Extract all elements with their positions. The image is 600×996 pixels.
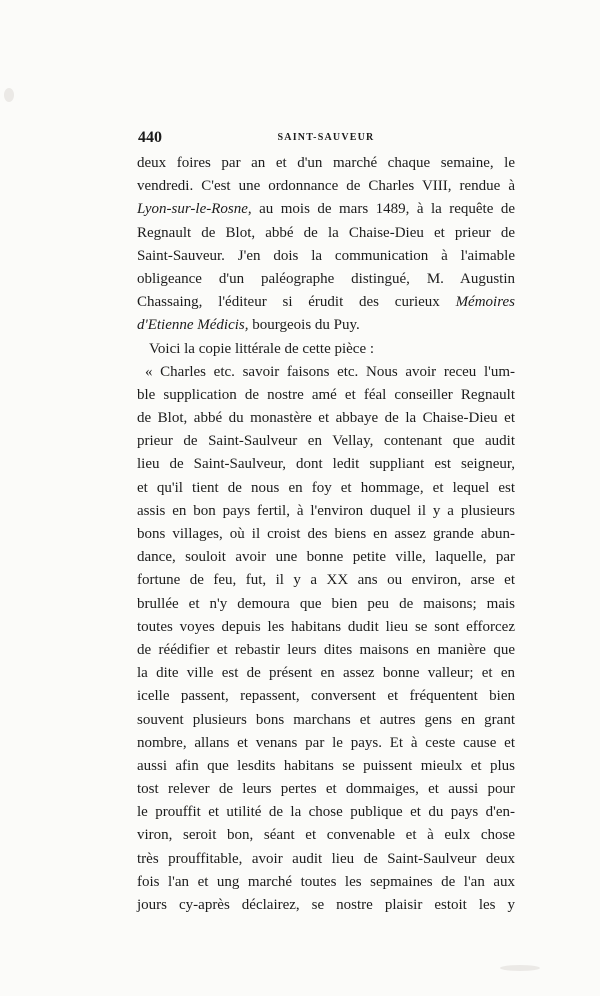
text-line: prieur de Saint-Saulveur en Vellay, contenant que audit <box>137 433 515 450</box>
text-line: lieu de Saint-Saulveur, dont ledit suppliant est seigneur, <box>137 456 515 473</box>
text-line: et qu'il tient de nous en foy et hommage, et lequel est <box>137 479 515 496</box>
text-line: assis en bon pays fertil, à l'environ duquel il y a plusieurs <box>137 502 515 519</box>
text-segment: , au mois de mars 1489, à la requête de <box>247 201 515 218</box>
text-line: le prouffit et utilité de la chose publique et du pays d'en- <box>137 804 515 821</box>
text-line: fois l'an et ung marché toutes les sepmaines de l'an aux <box>137 873 515 890</box>
text-line: Saint-Sauveur. J'en dois la communication à l'aimable <box>137 247 515 264</box>
text-line: très prouffitable, avoir audit lieu de Saint-Saulveur deux <box>137 850 515 867</box>
text-line: deux foires par an et d'un marché chaque semaine, le <box>137 155 515 171</box>
italic-segment: Lyon-sur-le-Rosne <box>137 201 248 218</box>
text-segment: Chassaing, l'éditeur si érudit des curieux <box>137 294 456 311</box>
text-line: de réédifier et rebastir leurs dites maisons en manière que <box>137 641 515 658</box>
text-line: ble supplication de nostre amé et féal conseiller Regnault <box>137 386 515 403</box>
running-head: SAINT-SAUVEUR <box>277 132 375 143</box>
text-line: vendredi. C'est une ordonnance de Charles VIII, rendue à <box>137 178 515 195</box>
text-line: Voici la copie littérale de cette pièce : <box>149 340 375 357</box>
text-line: aussi afin que lesdits habitans se puissent mieulx et plus <box>137 757 515 774</box>
text-line <box>137 291 515 314</box>
body-text <box>137 152 515 917</box>
page-header <box>138 129 514 149</box>
page-number: 440 <box>138 129 162 146</box>
text-line: jours cy-après déclairez, se nostre plaisir estoit les y <box>137 897 515 913</box>
text-line: la dite ville est de présent en assez bonne valleur; et en <box>137 665 515 682</box>
text-line: viron, seroit bon, séant et convenable et à eulx chose <box>137 827 515 844</box>
text-segment: bourgeois du Puy. <box>248 317 360 334</box>
text-line: de Blot, abbé du monastère et abbaye de la Chaise-Dieu et <box>137 410 515 427</box>
italic-segment: d'Etienne Médicis, <box>137 317 249 334</box>
text-line <box>137 198 515 221</box>
text-line: brullée et n'y demoura que bien peu de maisons; mais <box>137 595 515 612</box>
text-line: souvent plusieurs bons marchans et autres gens en grant <box>137 711 515 728</box>
text-line: fortune de feu, fut, il y a XX ans ou environ, arse et <box>137 572 515 589</box>
text-line: bons villages, où il croist des biens en assez grande abun- <box>137 526 515 542</box>
paper-stain <box>4 88 14 102</box>
text-line: dance, souloit avoir une bonne petite ville, laquelle, par <box>137 549 515 566</box>
text-line: Regnault de Blot, abbé de la Chaise-Dieu et prieur de <box>137 224 515 241</box>
text-line: « Charles etc. savoir faisons etc. Nous avoir receu l'um- <box>145 363 515 380</box>
text-line: toutes voyes depuis les habitans dudit lieu se sont efforcez <box>137 618 515 635</box>
text-line: obligeance d'un paléographe distingué, M. Augustin <box>137 270 515 287</box>
text-line: tost relever de leurs pertes et dommaiges, et aussi pour <box>137 781 515 798</box>
text-line: icelle passent, repassent, conversent et fréquentent bien <box>137 688 515 705</box>
italic-segment: Mémoires <box>455 294 515 311</box>
text-line <box>137 314 515 337</box>
paper-stain <box>500 965 540 971</box>
text-line: nombre, allans et venans par le pays. Et à ceste cause et <box>137 734 515 751</box>
